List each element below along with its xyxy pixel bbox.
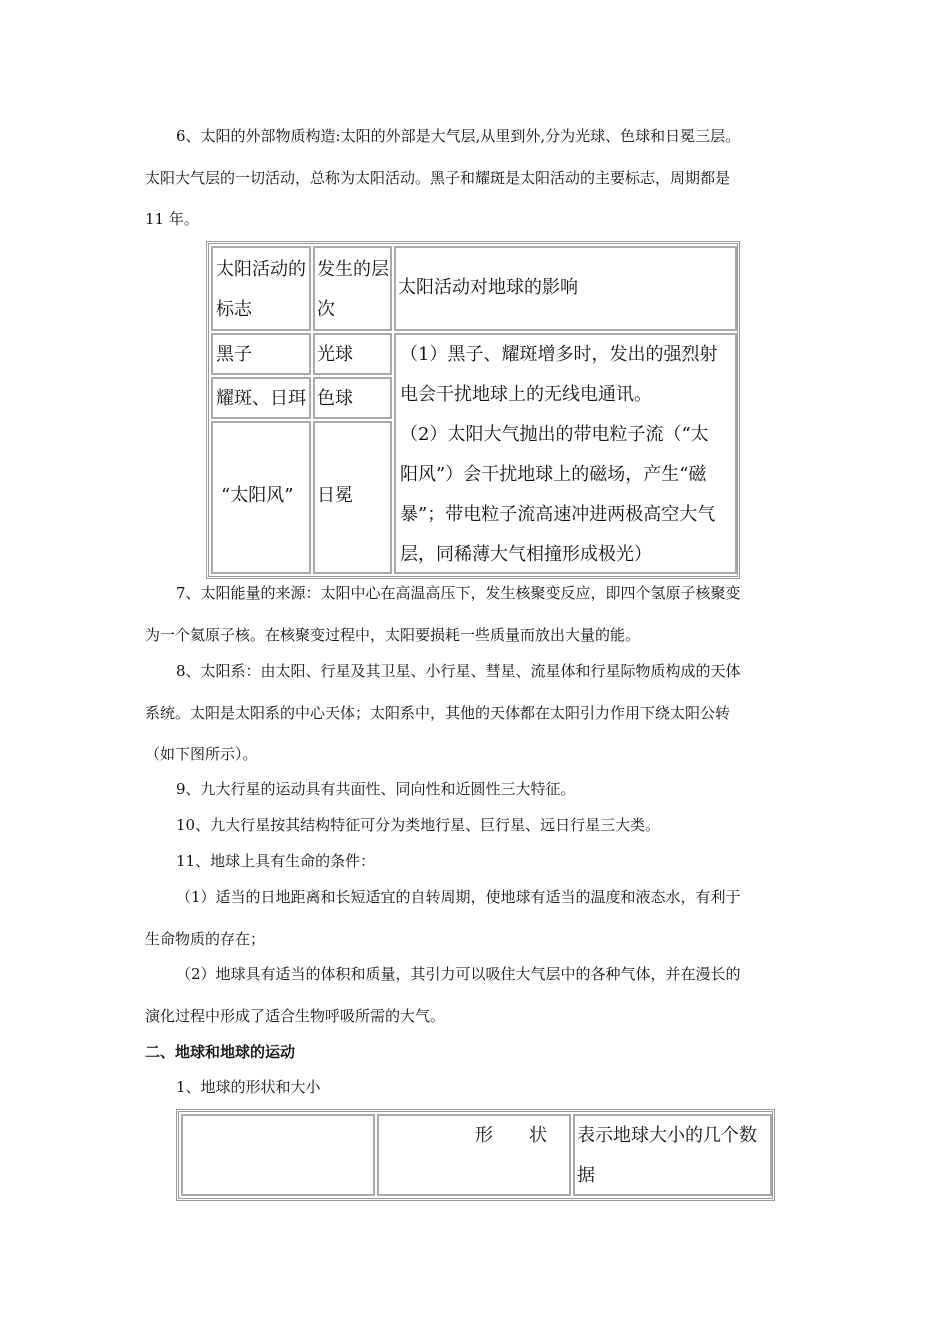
cell-text: 色球 — [317, 388, 353, 409]
cell-text: 表示地球大小的几个数 — [577, 1125, 757, 1146]
cell-text: 耀斑、日珥 — [216, 388, 306, 409]
effect-text: 电会干扰地球上的无线电通讯。 — [400, 384, 652, 405]
cell-text: 形 状 — [475, 1125, 547, 1146]
table-cell — [211, 333, 311, 375]
table-header-cell — [313, 246, 392, 331]
paragraph-9: 9、九大行星的运动具有共面性、同向性和近圆性三大特征。 — [176, 780, 576, 798]
subsection-item: 1、地球的形状和大小 — [176, 1078, 321, 1096]
header-text: 太阳活动对地球的影响 — [398, 277, 578, 298]
effect-text: 层，同稀薄大气相撞形成极光） — [400, 544, 652, 565]
table-cell — [377, 1114, 571, 1196]
table-cell — [181, 1114, 375, 1196]
table-effect-cell — [394, 333, 737, 574]
effect-text: 暴”；带电粒子流高速冲进两极高空大气 — [400, 504, 716, 525]
effect-text: 阳风”）会干扰地球上的磁场，产生“磁 — [400, 464, 707, 485]
cell-text: 日冕 — [317, 485, 353, 506]
cell-text: “太阳风” — [221, 485, 294, 506]
paragraph-11: 11、地球上具有生命的条件： — [176, 852, 376, 870]
section-heading: 二、地球和地球的运动 — [145, 1043, 296, 1061]
paragraph-11-2-line-1: （2）地球具有适当的体积和质量，其引力可以吸住大气层中的各种气体，并在漫长的 — [176, 965, 741, 983]
table-cell — [313, 377, 392, 419]
header-text: 标志 — [216, 299, 252, 320]
paragraph-10: 10、九大行星按其结构特征可分为类地行星、巨行星、远日行星三大类。 — [176, 816, 661, 834]
table-cell — [211, 377, 311, 419]
table-cell — [313, 333, 392, 375]
paragraph-6-line-2: 太阳大气层的一切活动，总称为太阳活动。黑子和耀斑是太阳活动的主要标志，周期都是 — [145, 169, 731, 187]
effect-text: （2）太阳大气抛出的带电粒子流（“太 — [400, 424, 709, 445]
solar-activity-table — [206, 241, 740, 579]
cell-text: 据 — [577, 1165, 595, 1186]
table-cell — [313, 421, 392, 574]
paragraph-8-line-3: （如下图所示）。 — [145, 745, 258, 763]
paragraph-8-line-1: 8、太阳系：由太阳、行星及其卫星、小行星、彗星、流星体和行星际物质构成的天体 — [176, 662, 741, 680]
paragraph-11-1-line-2: 生命物质的存在； — [145, 930, 266, 948]
cell-text: 黑子 — [216, 344, 252, 365]
header-text: 次 — [317, 299, 335, 320]
paragraph-11-2-line-2: 演化过程中形成了适合生物呼吸所需的大气。 — [145, 1007, 446, 1025]
table-header-cell — [211, 246, 311, 331]
paragraph-11-1-line-1: （1）适当的日地距离和长短适宜的自转周期，使地球有适当的温度和液态水，有利于 — [176, 888, 741, 906]
table-cell — [211, 421, 311, 574]
earth-shape-table — [176, 1109, 775, 1201]
paragraph-8-line-2: 系统。太阳是太阳系的中心天体；太阳系中，其他的天体都在太阳引力作用下绕太阳公转 — [145, 704, 731, 722]
effect-text: （1）黑子、耀斑增多时，发出的强烈射 — [400, 344, 718, 365]
table-cell — [573, 1114, 772, 1196]
cell-text: 光球 — [317, 344, 353, 365]
paragraph-6-line-1: 6、太阳的外部物质构造:太阳的外部是大气层,从里到外,分为光球、色球和日冕三层。 — [176, 127, 741, 145]
paragraph-6-line-3: 11 年。 — [145, 210, 199, 228]
paragraph-7-line-1: 7、太阳能量的来源：太阳中心在高温高压下，发生核聚变反应，即四个氢原子核聚变 — [176, 584, 741, 602]
header-text: 发生的层 — [317, 259, 389, 280]
paragraph-7-line-2: 为一个氦原子核。在核聚变过程中，太阳要损耗一些质量而放出大量的能。 — [145, 626, 641, 644]
table-header-cell — [394, 246, 737, 331]
header-text: 太阳活动的 — [216, 259, 306, 280]
